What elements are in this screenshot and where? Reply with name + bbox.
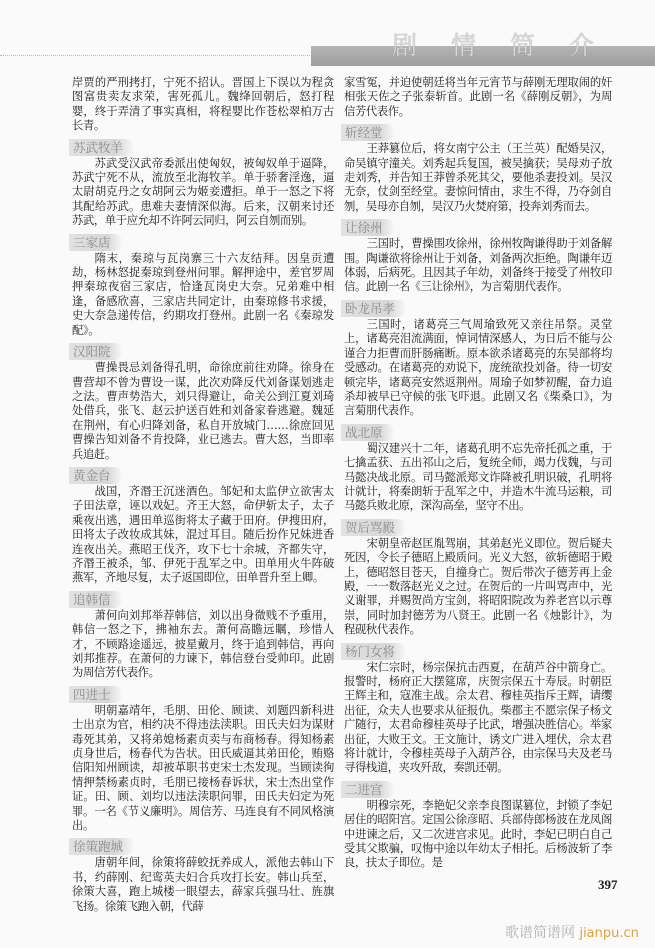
continued-paragraph: 家雪冤，并迫使朝廷将当年元宵节与薛刚无理取闹的奸相张天佐之子张泰斩首。此剧一名《薛刚反朝》，为周信芳代表作。: [344, 76, 612, 118]
right-column: [344, 76, 612, 871]
section-title: 黄金台: [69, 467, 123, 484]
synopsis-paragraph: 苏武受汉武帝委派出使匈奴，被匈奴单于逼降，苏武宁死不从，流放至北海牧羊。单于骄奢淫逸，逼太尉胡克丹之女胡阿云为姬妾遭拒。单于一怒之下将其配给苏武。患难夫妻情深似海。后来，汉朝来讨还苏武，单于应允却不许阿云同归，阿云自刎而别。: [72, 156, 334, 228]
section-heading: [69, 465, 334, 483]
section-heading: [69, 589, 334, 607]
section-heading: [69, 137, 334, 155]
section-heading: [341, 122, 612, 140]
left-column: [72, 76, 334, 914]
section-heading: [69, 836, 334, 854]
synopsis-paragraph: 萧何向刘邦举荐韩信，刘以出身微贱不予重用，韩信一怒之下，拂袖东去。萧何高瞻远瞩，珍惜人才，不顾路途遥远，披星戴月，终于追到韩信，再向刘邦推荐。在萧何的力谏下，韩信登台受帅印。此剧为周信芳代表作。: [72, 608, 334, 680]
synopsis-paragraph: 曹操畏忌刘备得孔明，命徐庶前往劝降。徐身在曹营却不曾为曹设一谋，此次劝降反代刘备谋划逃走之法。曹声势浩大，刘只得避让，命关公到江夏刘琦处借兵，张飞、赵云护送百姓和刘备家眷逃避。魏延在荆州，有心归降刘备，私自开放城门……徐庶回见曹操告知刘备不肯投降，业已逃去。曹大怒，当即率兵追赶。: [72, 361, 334, 461]
section-title: 斩经堂: [341, 124, 395, 141]
section-heading: [341, 298, 612, 316]
synopsis-paragraph: 战国，齐湣王沉迷酒色。邹妃和太监伊立欲害太子田法章，诬以戏妃。齐王大怒，命伊斩太子，太子乘夜出逃，遇田单巡街将太子藏于田府。伊搜田府，田将太子改妆成其妹，混过耳目。随后扮作兄妹进香连夜出关。燕昭王伐齐，攻下七十余城，齐都失守，齐湣王被杀，邹、伊死于乱军之中。田单用火牛阵破燕军，齐地尽复，太子返国即位，田单晋升至上卿。: [72, 484, 334, 585]
section-heading: [341, 517, 612, 535]
synopsis-paragraph: 蜀汉建兴十二年，诸葛孔明不忘先帝托孤之重，于七擒孟获、五出祁山之后，复统全师，竭力伐魏，与司马懿决战北原。司马懿派郑文诈降被孔明识破，孔明将计就计，将秦朗斩于乱军之中，并造木牛流马运粮，司马懿兵败北原，深沟高垒，坚守不出。: [344, 441, 612, 513]
section-heading: [69, 341, 334, 359]
section-heading: [69, 684, 334, 702]
section-heading: [69, 232, 334, 250]
section-title: 战北原: [341, 424, 395, 441]
section-title: 卧龙吊孝: [341, 300, 407, 317]
section-title: 三家店: [69, 234, 123, 251]
section-title: 杨门女将: [341, 643, 407, 660]
synopsis-paragraph: 王莽篡位后，将女南宁公主（王兰英）配婚吴汉，命吴镇守潼关。刘秀起兵复国，被吴擒获；吴母劝子放走刘秀，并告知王莽曾杀死其父，要他杀妻投刘。吴汉无奈，仗剑至经堂。妻惊问情由，求生不得，乃夺剑自刎，吴母亦自刎，吴汉乃火焚府第，投奔刘秀而去。: [344, 142, 612, 213]
section-title: 贺后骂殿: [341, 519, 407, 536]
watermark-site: 歌谱简谱网: [505, 925, 575, 941]
synopsis-paragraph: 宋朝皇帝赵匡胤驾崩，其弟赵光义即位。贺后疑夫死因，令长子德昭上殿质问。光义大怒，欲斩德昭于殿上，德昭怒目苍天，自撞身亡。贺后带次子德芳再上金殿，一一数落赵光义之过。在贺后的一片叫骂声中，光义谢罪，并赐贺尚方宝剑，将昭阳院改为养老宫以示尊崇，同时加封德芳为八贤王。此剧一名《烛影计》，为程砚秋代表作。: [344, 536, 612, 637]
section-title: 追韩信: [69, 591, 123, 608]
synopsis-paragraph: 三国时，曹操围攻徐州，徐州牧陶谦得助于刘备解围。陶谦欲将徐州让于刘备，刘备两次拒绝。陶谦年迈体弱，后病死。且因其子年幼，刘备终于接受了州牧印信。此剧一名《三让徐州》，为言菊朋代表作。: [344, 237, 612, 294]
synopsis-paragraph: 隋末，秦琼与瓦岗寨三十六友结拜。因皇贡遭劫，杨林怒捉秦琼到登州问罪。解押途中，差官罗周押秦琼夜宿三家店，恰逢瓦岗史大奈。兄弟难中相逢，备感欣喜，三家店共同定计，由秦琼修书求援，史大奈急递传信，约期攻打登州。此剧一名《秦琼发配》。: [72, 251, 334, 337]
synopsis-paragraph: 明朝嘉靖年，毛朋、田伦、顾读、刘题四新科进士出京为官，相约决不得违法渎职。田氏夫妇为谋财毒死其弟，又将弟媳杨素贞卖与布商杨春。得知杨素贞身世后，杨春代为告状。田氏威逼其弟田伦，贿赂信阳知州顾读，却被革职书吏宋士杰发现。当顾读徇情押禁杨素贞时，毛朋已接杨春诉状，宋士杰出堂作证。田、顾、刘均以违法渎职问罪，田氏夫妇定为死罪。一名《节义廉明》。周信芳、马连良有不同风格演出。: [72, 703, 334, 833]
page-title: 剧情简介: [392, 31, 629, 60]
continued-paragraph: 岸贾的严刑拷打，宁死不招认。晋国上下误以为程贪图富贵卖友求荣，害死孤儿。魏绛回朝后，怒打程婴，终于弄清了事实真相，将程婴比作苍松翠柏万古长青。: [72, 76, 334, 133]
section-title: 让徐州: [341, 219, 395, 236]
section-title: 汉阳院: [69, 343, 123, 360]
watermark-url: jianpu.cn: [579, 926, 639, 941]
synopsis-paragraph: 宋仁宗时，杨宗保抗击西夏，在葫芦谷中箭身亡。报警时，杨府正大摆筵席，庆贺宗保五十寿辰。时朝臣王辉主和，寇准主战。佘太君、穆桂英指斥王辉，请缨出征，众夫人也要求从征报仇。柴郡主不愿宗保子杨文广随行，太君命穆桂英母子比武，增强决胜信心。举家出征，大败王文。王文施计，诱文广进入埋伏，佘太君将计就计，令穆桂英母子入葫芦谷，由宗保马夫及老马寻得栈道，夹攻歼敌，奏凯还朝。: [344, 660, 612, 775]
synopsis-paragraph: 明穆宗死，李艳妃父亲李良图谋篡位，封锁了李妃居住的昭阳宫。定国公徐彦昭、兵部侍郎杨波在龙凤阁中进谏之后，又二次进宫求见。此时，李妃已明白自己受其父欺骗，叹悔中途以年幼太子相托。后杨波斩了李良，扶太子即位。是: [344, 798, 612, 870]
synopsis-paragraph: 三国时，诸葛亮三气周瑜致死又亲往吊祭。灵堂上，诸葛亮泪流满面，悼词情深感人，为日后不能与公谨合力拒曹而肝肠痛断。原本欲杀诸葛亮的东吴部将均受感动。在诸葛亮的劝说下，庞统欲投刘备。待一切安顿完毕，诸葛亮安然返荆州。周瑜子如梦初醒，奋力追杀却被早已守候的张飞吓退。此剧又名《柴桑口》，为言菊朋代表作。: [344, 317, 612, 418]
page-number: 397: [598, 877, 618, 892]
section-heading: [341, 217, 612, 235]
section-heading: [341, 422, 612, 440]
section-heading: [341, 779, 612, 797]
section-heading: [341, 641, 612, 659]
section-title: 四进士: [69, 686, 123, 703]
header-dotted-rule: [0, 55, 312, 56]
section-title: 二进宫: [341, 781, 395, 798]
synopsis-paragraph: 唐朝年间，徐策将薛蛟抚养成人，派他去韩山下书，约薛刚、纪鸾英夫妇合兵攻打长安。韩山兵至，徐策大喜，跑上城楼一眼望去，薛家兵强马壮、旌旗飞扬。徐策飞跑入朝，代薛: [72, 856, 334, 913]
watermark: [505, 922, 639, 942]
section-title: 苏武牧羊: [69, 139, 135, 156]
section-title: 徐策跑城: [69, 838, 135, 855]
